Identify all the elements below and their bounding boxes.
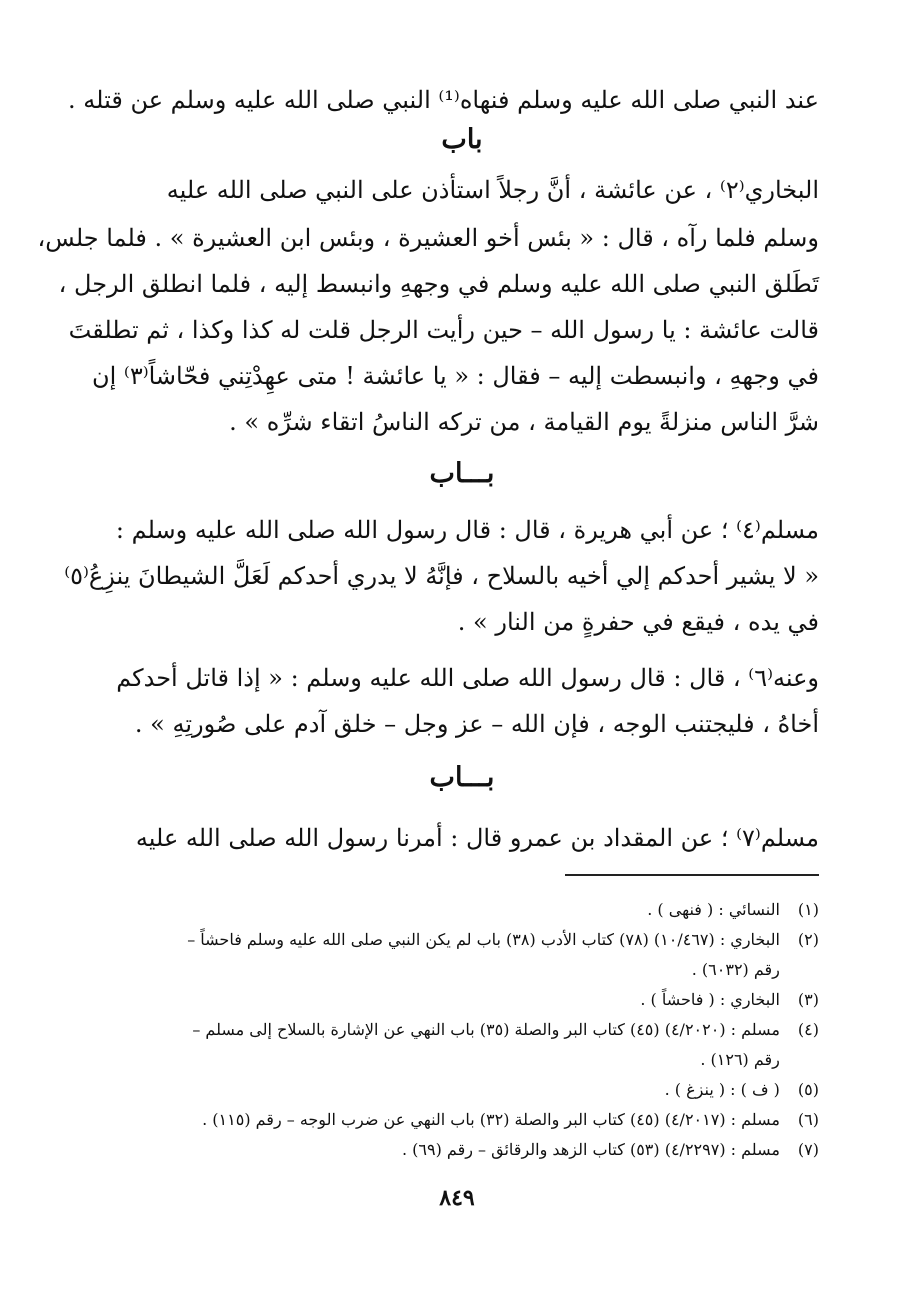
text-line: البخاري⁽٢⁾ ، عن عائشة ، أنَّ رجلاً استأذن على النبي صلى الله عليه: [166, 176, 819, 204]
footnote-text: مسلم : (٤/٢٠٢٠) (٤٥) كتاب البر والصلة (٣٥) باب النهي عن الإشارة بالسلاح إلى مسلم –: [192, 1020, 780, 1039]
text-line: « لا يشير أحدكم إلي أخيه بالسلاح ، فإنَّهُ لا يدري أحدكم لَعَلَّ الشيطانَ ينزِعُ⁽٥⁾: [64, 562, 819, 590]
footnote-text: مسلم : (٤/٢٢٩٧) (٥٣) كتاب الزهد والرقائق – رقم (٦٩) .: [401, 1140, 780, 1159]
footnote: [105, 1080, 819, 1099]
text-line: مسلم⁽٧⁾ ؛ عن المقداد بن عمرو قال : أمرنا رسول الله صلى الله عليه: [135, 824, 819, 852]
footnote-number: (٥): [797, 1080, 819, 1099]
footnote: [105, 1110, 819, 1129]
main-text: [37, 0, 819, 880]
page-number: ٨٤٩: [439, 1185, 475, 1211]
footnote-text: مسلم : (٤/٢٠١٧) (٤٥) كتاب البر والصلة (٣٢) باب النهي عن ضرب الوجه – رقم (١١٥) .: [202, 1110, 780, 1129]
text-line: قالت عائشة : يا رسول الله – حين رأيت الرجل قلت له كذا وكذا ، ثم تطلقتَ: [68, 316, 819, 344]
footnote-text: البخاري : (١٠/٤٦٧) (٧٨) كتاب الأدب (٣٨) باب لم يكن النبي صلى الله عليه وسلم فاحشاً –: [187, 930, 780, 949]
footnote-number: (١): [797, 900, 819, 919]
footnote-text: رقم (٦٠٣٢) .: [691, 960, 780, 979]
footnote-text: رقم (١٢٦) .: [700, 1050, 780, 1069]
text-line: تَطَلق النبي صلى الله عليه وسلم في وجههِ وانبسط إليه ، فلما انطلق الرجل ،: [58, 270, 819, 298]
section-heading: بـــاب: [429, 762, 495, 793]
footnote-number: (٣): [797, 990, 819, 1009]
section-heading: باب: [441, 124, 483, 155]
text-line: مسلم⁽٤⁾ ؛ عن أبي هريرة ، قال : قال رسول الله صلى الله عليه وسلم :: [115, 516, 819, 544]
section-heading: بـــاب: [429, 458, 495, 489]
footnote-continuation: [105, 1050, 819, 1069]
footnote-continuation: [105, 960, 819, 979]
footnote-number: (٤): [797, 1020, 819, 1039]
text-line: في وجههِ ، وانبسطت إليه – فقال : « يا عائشة ! متى عهِدْتِني فحّاشاً⁽٣⁾ إن: [92, 362, 819, 390]
footnote-number: (٢): [797, 930, 819, 949]
text-line: في يده ، فيقع في حفرةٍ من النار » .: [457, 608, 819, 636]
footnote: [105, 990, 819, 1009]
text-line: وسلم فلما رآه ، قال : « بئس أخو العشيرة ، وبئس ابن العشيرة » . فلما جلس،: [37, 224, 819, 252]
footnote-number: (٦): [797, 1110, 819, 1129]
footnote-number: (٧): [797, 1140, 819, 1159]
footnote: [105, 900, 819, 919]
footnote-text: النسائي : ( فنهى ) .: [647, 900, 780, 919]
text-line: أخاهُ ، فليجتنب الوجه ، فإن الله – عز وجل – خلق آدم على صُورتِهِ » .: [134, 710, 819, 738]
footnote: [105, 1140, 819, 1159]
footnote: [105, 1020, 819, 1039]
footnote-separator: [565, 874, 819, 876]
footnote-text: ( ف ) : ( ينزغ ) .: [664, 1080, 780, 1099]
footnote: [105, 930, 819, 949]
text-line: وعنه⁽٦⁾ ، قال : قال رسول الله صلى الله عليه وسلم : « إذا قاتل أحدكم: [116, 664, 819, 692]
text-line: عند النبي صلى الله عليه وسلم فنهاه⁽¹⁾ النبي صلى الله عليه وسلم عن قتله .: [68, 86, 819, 114]
footnote-text: البخاري : ( فاحشاً ) .: [640, 990, 780, 1009]
text-line: شرَّ الناس منزلةً يوم القيامة ، من تركه الناسُ اتقاء شرِّه » .: [229, 408, 819, 436]
